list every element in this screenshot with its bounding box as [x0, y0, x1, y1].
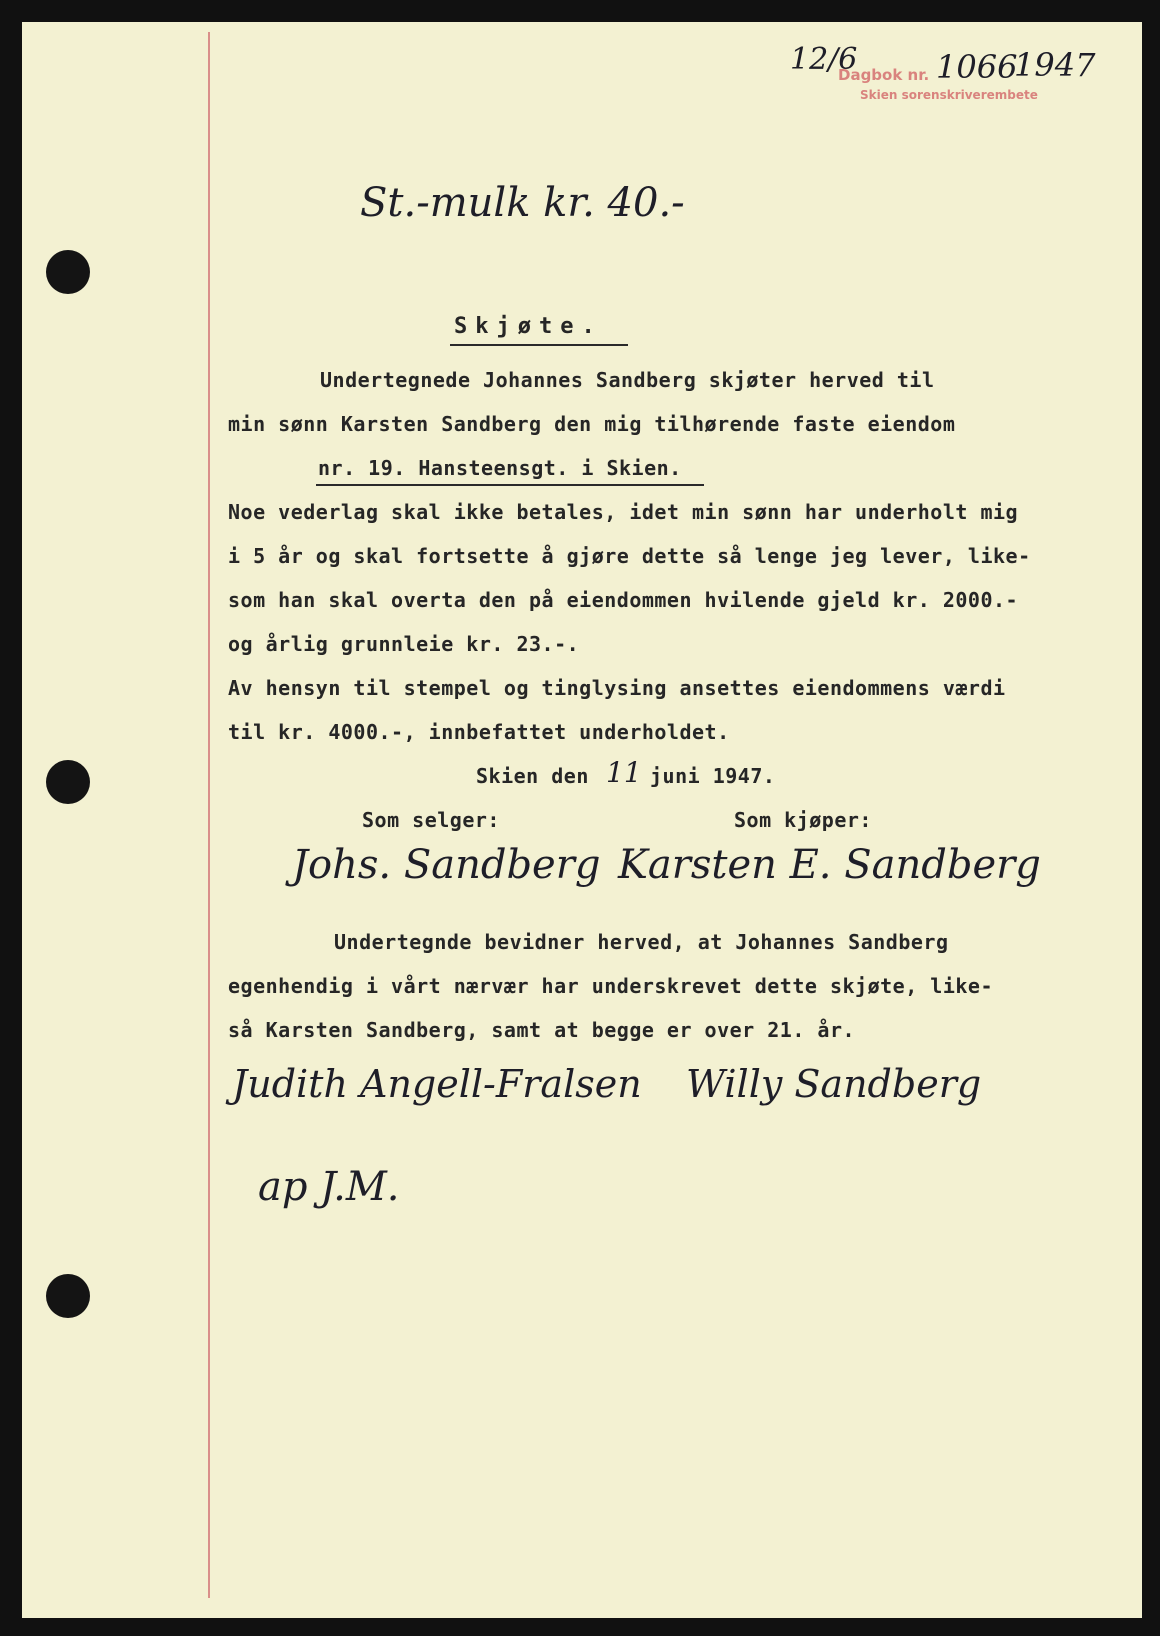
punch-hole	[46, 1274, 90, 1318]
body-line: Noe vederlag skal ikke betales, idet min sønn har underholt mig	[228, 500, 1019, 524]
punch-hole	[46, 250, 90, 294]
punch-hole	[46, 760, 90, 804]
seller-label: Som selger:	[362, 808, 500, 832]
margin-rule	[208, 32, 210, 1598]
witness-signature: Willy Sandberg	[686, 1062, 982, 1106]
place-date-day: 11	[606, 756, 642, 789]
body-line: og årlig grunnleie kr. 23.-.	[228, 632, 580, 656]
body-line: i 5 år og skal fortsette å gjøre dette så lenge jeg lever, like-	[228, 544, 1031, 568]
witness-line: egenhendig i vårt nærvær har underskrevet dette skjøte, like-	[228, 974, 994, 998]
stamp-number: 1066	[936, 48, 1018, 86]
buyer-signature: Karsten E. Sandberg	[618, 842, 1041, 888]
witness-signature: Judith Angell-Fralsen	[232, 1062, 642, 1106]
address-underline	[316, 484, 704, 486]
body-line: til kr. 4000.-, innbefattet underholdet.	[228, 720, 730, 744]
stamp-year: 1947	[1014, 46, 1096, 84]
document-title: Skjøte.	[454, 314, 603, 339]
stamp-label: Dagbok nr.	[838, 66, 930, 84]
registrar-initials: ap J.M.	[258, 1164, 400, 1210]
stamp-subline: Skien sorenskriverembete	[860, 88, 1038, 102]
place-date-prefix: Skien den	[476, 764, 589, 788]
place-date-rest: juni 1947.	[650, 764, 776, 788]
body-line: min sønn Karsten Sandberg den mig tilhørende faste eiendom	[228, 412, 956, 436]
property-address: nr. 19. Hansteensgt. i Skien.	[318, 456, 682, 480]
body-line: Undertegnede Johannes Sandberg skjøter herved til	[320, 368, 935, 392]
seller-signature: Johs. Sandberg	[292, 842, 601, 888]
document-page	[22, 22, 1142, 1618]
body-line: som han skal overta den på eiendommen hvilende gjeld kr. 2000.-	[228, 588, 1019, 612]
witness-line: Undertegnde bevidner herved, at Johannes Sandberg	[334, 930, 949, 954]
title-underline	[450, 344, 628, 346]
stamp-fee-note: St.-mulk kr. 40.-	[360, 180, 685, 226]
witness-line: så Karsten Sandberg, samt at begge er over 21. år.	[228, 1018, 856, 1042]
buyer-label: Som kjøper:	[734, 808, 872, 832]
body-line: Av hensyn til stempel og tinglysing ansettes eiendommens værdi	[228, 676, 1006, 700]
stamp-day-month: 12/6	[790, 42, 858, 77]
